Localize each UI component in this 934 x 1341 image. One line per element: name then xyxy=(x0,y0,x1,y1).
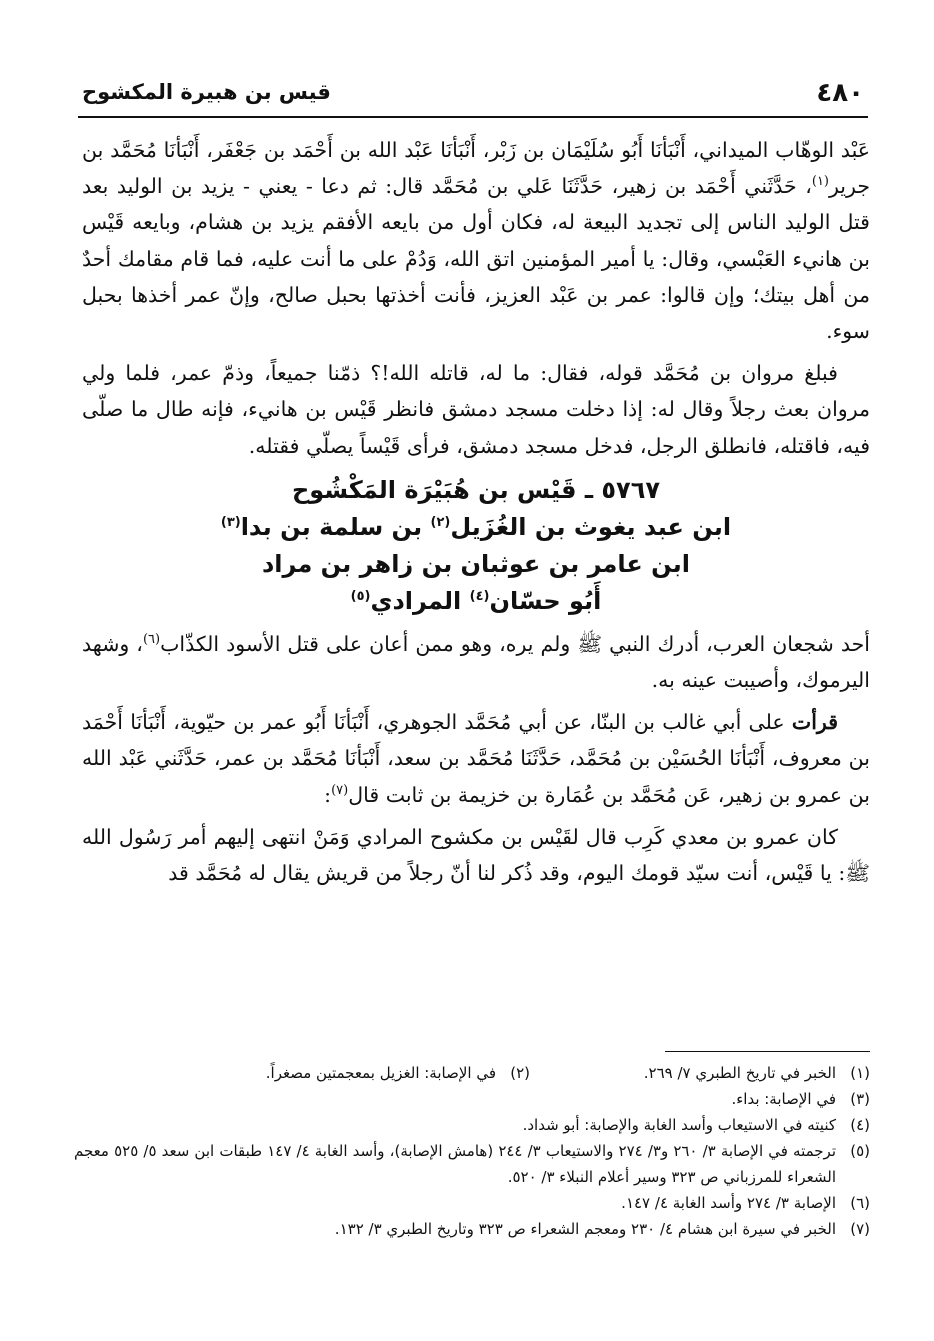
paragraph: عَبْد الوهّاب الميداني، أَنْبَأنَا أَبُو سُلَيْمَان بن زَبْر، أَنْبَأنَا عَبْد الله بن أَحْمَد بن جَعْفَر، أَنْبَأنَا مُحَمَّد بن جرير$^{(١)}$، حَدَّثَني أَحْمَد بن زهير، حَدَّثَنَا عَلي بن مُحَمَّد قال: ثم دعا - يعني - يزيد بن الوليد بعد قتل الوليد الناس إلى تجديد البيعة له، فكان أول من بايعه الأفقم يزيد بن هشام، وبايعه قَيْس بن هانيء العَبْسي، وقال: يا أمير المؤمنين اتق الله، وَدُمْ على ما أنت عليه، فما قام مقامك أحدٌ من أهل بيتك؛ وإن قالوا: عمر بن عَبْد العزيز، فأنت أخذتها بحبل صالح، وإنّ عمر أخذها بحبل سوء. xyxy=(82,138,870,344)
footnote-item xyxy=(74,1112,870,1138)
footnote-text: كنيته في الاستيعاب وأسد الغابة والإصابة: أبو شداد. xyxy=(522,1116,836,1134)
footnote-pair xyxy=(74,1060,870,1086)
paragraph: كان عمرو بن معدي كَرِب قال لقَيْس بن مكشوح المرادي وَمَنْ انتهى إليهم أمر رَسُول الله ﷺ: يا قَيْس، أنت سيّد قومك اليوم، وقد ذُكر لنا أنّ رجلاً من قريش يقال له مُحَمَّد قد xyxy=(82,824,870,886)
qarat-lead: قرأت xyxy=(791,710,838,735)
footnote-item xyxy=(74,1190,870,1216)
footnote-ref[interactable]: (٧) xyxy=(331,782,349,798)
footnote-item xyxy=(74,1086,870,1112)
footnote-text: الخبر في تاريخ الطبري ٧/ ٢٦٩. xyxy=(643,1064,836,1082)
footnote-ref[interactable]: (٢) xyxy=(430,514,451,530)
footnote-ref[interactable]: (٦) xyxy=(142,632,161,647)
footnote-number: (٧) xyxy=(850,1220,870,1238)
page-header xyxy=(78,70,868,118)
footnote-ref[interactable]: (٣) xyxy=(220,514,241,530)
footnote-text: في الإصابة: الغزيل بمعجمتين مصغراً. xyxy=(265,1064,496,1082)
footnote-item xyxy=(530,1060,870,1086)
footnote-text: الإصابة ٣/ ٢٧٤ وأسد الغابة ٤/ ١٤٧. xyxy=(621,1194,836,1212)
footnote-ref[interactable]: (١) xyxy=(811,174,829,190)
footnote-text: الخبر في سيرة ابن هشام ٤/ ٢٣٠ ومعجم الشعراء ص ٣٢٣ وتاريخ الطبري ٣/ ١٣٢. xyxy=(334,1220,836,1238)
footnotes xyxy=(74,1051,870,1242)
footnote-ref[interactable]: (٤) xyxy=(469,588,490,604)
footnote-number: (٥) xyxy=(850,1142,870,1160)
footnote-number: (٢) xyxy=(510,1064,530,1082)
paragraph: فبلغ مروان بن مُحَمَّد قوله، فقال: ما له، قاتله الله!؟ ذمّنا جميعاً، وذمّ عمر، فلما ولي مروان بعث رجلاً وقال له: إذا دخلت مسجد دمشق فانظر قَيْس بن هانيء، فإنه طال ما صلّى فيه، فاقتله، فانطلق الرجل، فدخل مسجد دمشق، فرأى قَيْساً يصلّي فقتله. xyxy=(82,361,870,458)
footnote-text: في الإصابة: بداء. xyxy=(731,1090,836,1108)
main-text xyxy=(82,132,870,897)
footnote-ref[interactable]: (٥) xyxy=(350,588,371,604)
paragraph: قرأت على أبي غالب بن البنّا، عن أبي مُحَمَّد الجوهري، أَنْبَأنَا أَبُو عمر بن حيّوية، أَنْبَأنَا أَحْمَد بن معروف، أَنْبَأنَا الحُسَيْن بن مُحَمَّد، حَدَّثَنَا مُحَمَّد بن سعد، أَنْبَأنَا مُحَمَّد بن عمر، حَدَّثَني عَبْد الله بن عمرو بن زهير، عَن مُحَمَّد بن عُمَارة بن خزيمة بن ثابت قال$^{(٧)}$: xyxy=(82,710,870,807)
footnote-text: ترجمته في الإصابة ٣/ ٢٦٠ و٣/ ٢٧٤ والاستيعاب ٣/ ٢٤٤ (هامش الإصابة)، وأسد الغابة ٤/ ١٤٧ طبقات ابن سعد ٥/ ٥٢٥ معجم الشعراء للمرزباني ص ٣٢٣ وسير أعلام النبلاء ٣/ ٥٢٠. xyxy=(74,1142,836,1186)
footnote-number: (٦) xyxy=(850,1194,870,1212)
entry-kunya-line: أَبُو حسّان$^{(٤)}$ المرادي$^{(٥)}$ xyxy=(350,586,602,615)
running-title: قيس بن هبيرة المكشوح xyxy=(82,80,331,104)
footnote-item xyxy=(74,1216,870,1242)
footnote-number: (٤) xyxy=(850,1116,870,1134)
entry-lineage-line: ابن عامر بن عوثبان بن زاهر بن مراد xyxy=(261,549,691,578)
paragraph: أحد شجعان العرب، أدرك النبي ﷺ ولم يره، وهو ممن أعان على قتل الأسود الكذّاب$^{(٦)}$، وشهد اليرموك، وأصيبت عينه به. xyxy=(82,631,870,693)
footnote-item xyxy=(74,1138,870,1190)
footnote-item xyxy=(74,1060,530,1086)
footnote-divider xyxy=(665,1051,870,1052)
entry-heading xyxy=(82,472,870,620)
entry-lineage-line: ابن عبد يغوث بن الغُزَيل$^{(٢)}$ بن سلمة بن بدا$^{(٣)}$ xyxy=(220,512,732,541)
footnote-number: (٣) xyxy=(850,1090,870,1108)
footnote-number: (١) xyxy=(850,1064,870,1082)
page-number: ٤٨٠ xyxy=(816,78,864,108)
entry-title: ٥٧٦٧ ـ قَيْس بن هُبَيْرَة المَكْشُوح xyxy=(291,475,660,504)
